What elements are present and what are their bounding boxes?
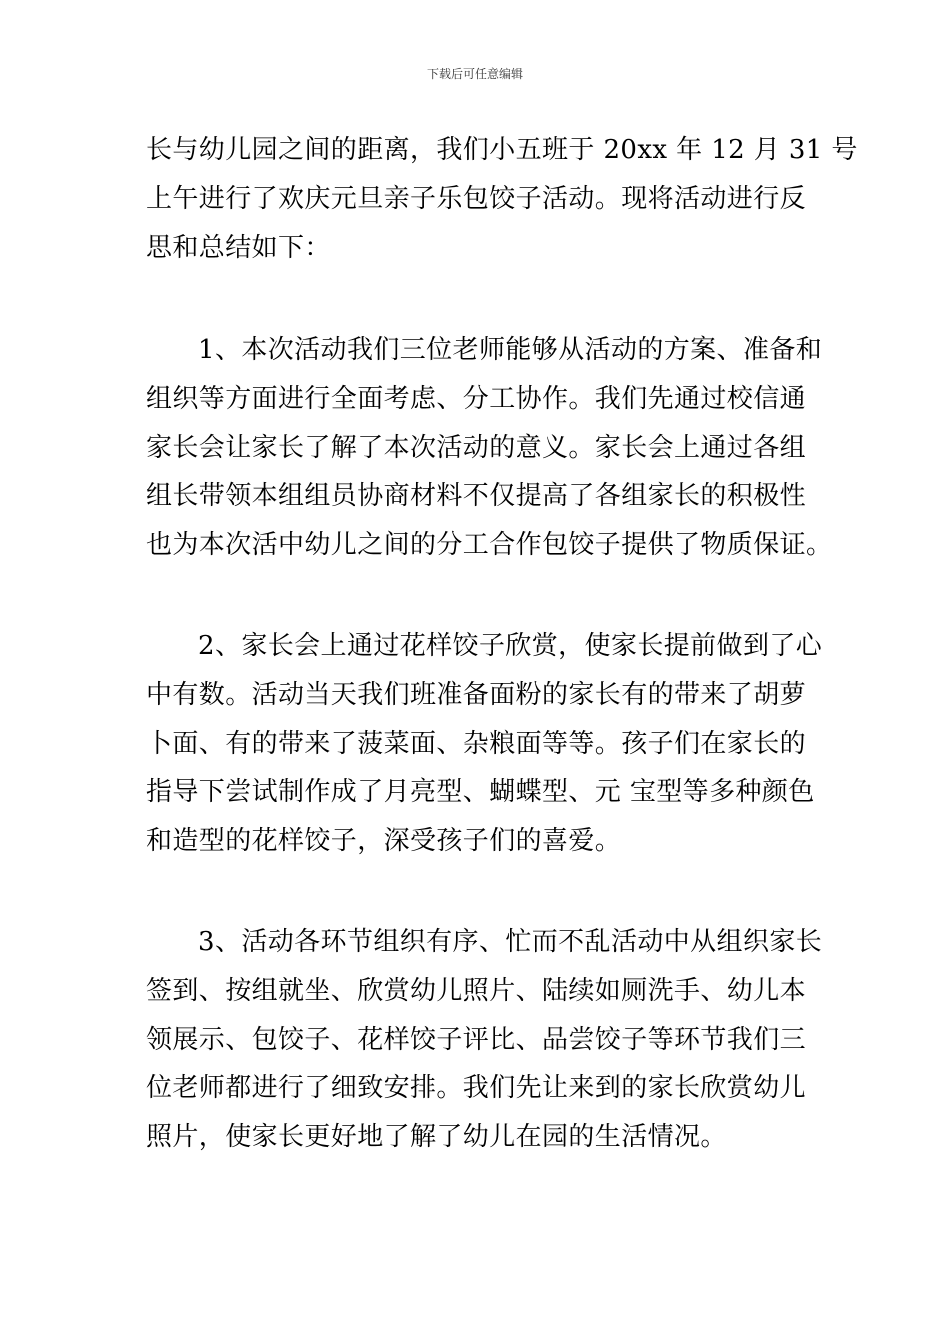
document-body: [146, 326, 833, 570]
text-line: 长与幼儿园之间的距离，我们小五班于 20xx 年 12 月 31 号: [146, 135, 858, 165]
page-header: 下载后可任意编辑: [426, 67, 523, 81]
text-line: 中有数。活动当天我们班准备面粉的家长有的带来了胡萝: [146, 679, 807, 710]
text-line: 3、活动各环节组织有序、忙而不乱活动中从组织家长: [198, 927, 823, 957]
text-line: 思和总结如下：: [146, 232, 331, 263]
text-line: 组织等方面进行全面考虑、分工协作。我们先通过校信通: [146, 383, 807, 414]
text-line: 领展示、包饺子、花样饺子评比、品尝饺子等环节我们三: [146, 1024, 807, 1055]
paragraph-2: [146, 622, 823, 866]
text-line: 和造型的花样饺子，深受孩子们的喜爱。: [146, 826, 622, 857]
paragraph-1: [146, 326, 833, 570]
text-line: 家长会让家长了解了本次活动的意义。家长会上通过各组: [146, 432, 807, 463]
document-body: [146, 918, 823, 1162]
text-line: 上午进行了欢庆元旦亲子乐包饺子活动。现将活动进行反: [146, 183, 807, 214]
document-body: [146, 126, 858, 272]
text-line: 位老师都进行了细致安排。我们先让来到的家长欣赏幼儿: [146, 1073, 807, 1104]
text-line: 卜面、有的带来了菠菜面、杂粮面等等。孩子们在家长的: [146, 728, 807, 759]
text-line: 组长带领本组组员协商材料不仅提高了各组家长的积极性: [146, 481, 807, 512]
text-line: 1、本次活动我们三位老师能够从活动的方案、准备和: [198, 335, 823, 365]
text-line: 签到、按组就坐、欣赏幼儿照片、陆续如厕洗手、幼儿本: [146, 975, 807, 1006]
document-body: [146, 622, 823, 866]
text-line: 2、家长会上通过花样饺子欣赏，使家长提前做到了心: [198, 631, 823, 661]
paragraph-3: [146, 918, 823, 1162]
text-line: 指导下尝试制作成了月亮型、蝴蝶型、元 宝型等多种颜色: [146, 777, 815, 808]
text-line: 也为本次活中幼儿之间的分工合作包饺子提供了物质保证。: [146, 530, 833, 561]
text-line: 照片，使家长更好地了解了幼儿在园的生活情况。: [146, 1122, 727, 1153]
paragraph-intro: [146, 126, 858, 272]
